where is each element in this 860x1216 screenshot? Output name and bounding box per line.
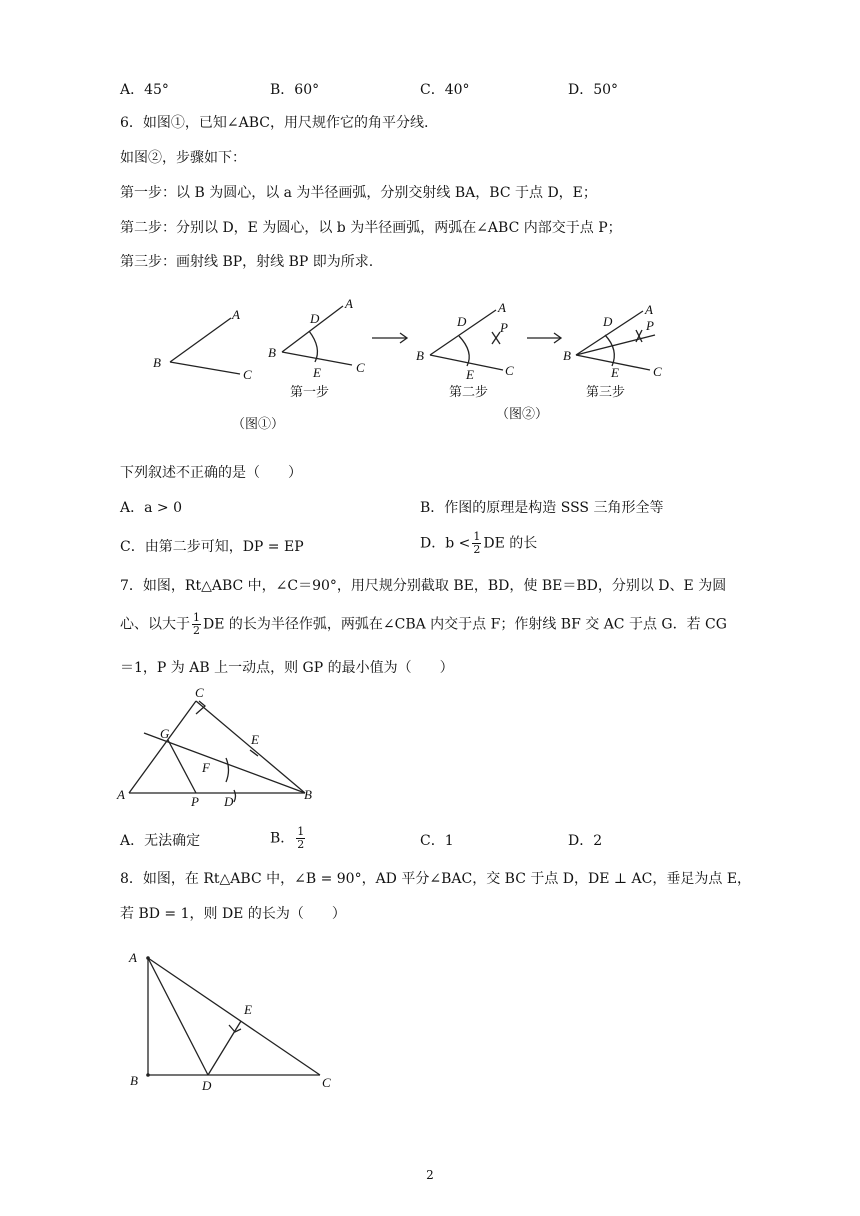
q7-label-g: G xyxy=(160,726,170,741)
step3-label-b: B xyxy=(563,348,571,363)
fig1-label-a: A xyxy=(232,307,240,322)
q6-step2: 第二步：分别以 D，E 为圆心，以 b 为半径画弧，两弧在∠ABC 内部交于点 P； xyxy=(120,220,622,236)
q7-line2-suffix: DE 的长为半径作弧，两弧在∠CBA 内交于点 F；作射线 BF 交 AC 于点 G．若 CG xyxy=(203,616,727,633)
q5-option-d: D．50° xyxy=(568,82,619,98)
q8-figure xyxy=(120,940,350,1090)
step3-label-e: E xyxy=(611,365,619,380)
q6-option-d xyxy=(420,531,537,556)
q6-option-d-frac-num: 1 xyxy=(473,530,481,543)
q7-option-a: A．无法确定 xyxy=(120,833,201,849)
step3-label-d: D xyxy=(603,314,613,329)
q7-figure xyxy=(110,680,330,810)
step1-label-c: C xyxy=(356,360,365,375)
q7-line2-fraction xyxy=(192,612,201,637)
step1-label-b: B xyxy=(268,345,276,360)
q7-label-b: B xyxy=(304,787,312,802)
q7-option-d: D．2 xyxy=(568,833,603,849)
caption-fig2: （图②） xyxy=(496,406,549,421)
q6-option-d-frac-den: 2 xyxy=(473,543,481,556)
q8-line2: 若 BD = 1，则 DE 的长为（ ） xyxy=(120,906,346,922)
q7-label-c: C xyxy=(195,685,204,700)
q7-option-b xyxy=(270,826,307,851)
q5-option-c: C．40° xyxy=(420,82,470,98)
step2-label-b: B xyxy=(416,348,424,363)
step2-label-e: E xyxy=(466,367,474,382)
step1-label-a: A xyxy=(345,296,353,311)
q6-option-d-fraction xyxy=(472,531,481,556)
q6-intro: 如图②，步骤如下： xyxy=(120,150,246,166)
fig1-label-b: B xyxy=(153,355,161,370)
step2-label-a: A xyxy=(498,300,506,315)
q8-label-e: E xyxy=(244,1002,252,1017)
caption-step1: 第一步 xyxy=(290,384,330,399)
q7-frac-num: 1 xyxy=(193,611,200,624)
q7-option-b-den: 2 xyxy=(297,838,305,851)
step2-label-c: C xyxy=(505,363,514,378)
q7-option-b-num: 1 xyxy=(297,825,305,838)
q7-label-p: P xyxy=(191,794,199,809)
caption-step2: 第二步 xyxy=(449,384,489,399)
q7-option-b-fraction xyxy=(296,826,305,851)
q6-step1: 第一步：以 B 为圆心，以 a 为半径画弧，分别交射线 BA，BC 于点 D，E； xyxy=(120,185,597,201)
q7-frac-den: 2 xyxy=(193,624,200,637)
q6-step3: 第三步：画射线 BP，射线 BP 即为所求. xyxy=(120,254,374,270)
q7-label-d: D xyxy=(224,794,234,809)
q7-label-f: F xyxy=(202,760,210,775)
step3-label-a: A xyxy=(645,302,653,317)
q6-option-d-suffix: DE 的长 xyxy=(483,535,538,552)
q7-line1: 7．如图，Rt△ABC 中，∠C＝90°，用尺规分别截取 BE，BD，使 BE＝BD，分别以 D、E 为圆 xyxy=(120,578,727,594)
step2-label-p: P xyxy=(500,320,508,335)
q6-option-d-prefix: D．b < xyxy=(420,535,471,552)
step2-label-d: D xyxy=(457,314,467,329)
q8-label-d: D xyxy=(202,1078,212,1090)
q8-label-a: A xyxy=(129,950,137,965)
step3-label-p: P xyxy=(646,318,654,333)
page-number: 2 xyxy=(426,1168,434,1182)
q6-option-b: B．作图的原理是构造 SSS 三角形全等 xyxy=(420,500,664,516)
q6-option-a: A．a > 0 xyxy=(120,500,182,516)
step3-label-c: C xyxy=(653,364,662,379)
q6-figure xyxy=(0,290,860,440)
q7-line2 xyxy=(120,612,727,637)
q7-line3: ＝1，P 为 AB 上一动点，则 GP 的最小值为（ ） xyxy=(120,660,454,676)
q7-option-c: C．1 xyxy=(420,833,454,849)
caption-step3: 第三步 xyxy=(586,384,626,399)
fig1-label-c: C xyxy=(243,367,252,382)
q5-option-a: A．45° xyxy=(120,82,169,98)
q8-line1: 8．如图，在 Rt△ABC 中，∠B = 90°，AD 平分∠BAC，交 BC 于点 D，DE ⊥ AC，垂足为点 E， xyxy=(120,871,752,887)
step1-label-e: E xyxy=(313,365,321,380)
q8-label-c: C xyxy=(322,1075,331,1090)
q7-label-a: A xyxy=(117,787,125,802)
q8-label-b: B xyxy=(130,1073,138,1088)
caption-fig1: （图①） xyxy=(232,416,285,431)
q5-option-b: B．60° xyxy=(270,82,320,98)
q6-option-c: C．由第二步可知，DP = EP xyxy=(120,539,304,555)
q6-stem: 6．如图①，已知∠ABC，用尺规作它的角平分线. xyxy=(120,115,429,131)
q7-label-e: E xyxy=(251,732,259,747)
q7-option-b-prefix: B． xyxy=(270,830,295,847)
q6-question: 下列叙述不正确的是（ ） xyxy=(120,465,302,481)
q7-line2-prefix: 心、以大于 xyxy=(120,616,190,633)
step1-label-d: D xyxy=(310,311,320,326)
